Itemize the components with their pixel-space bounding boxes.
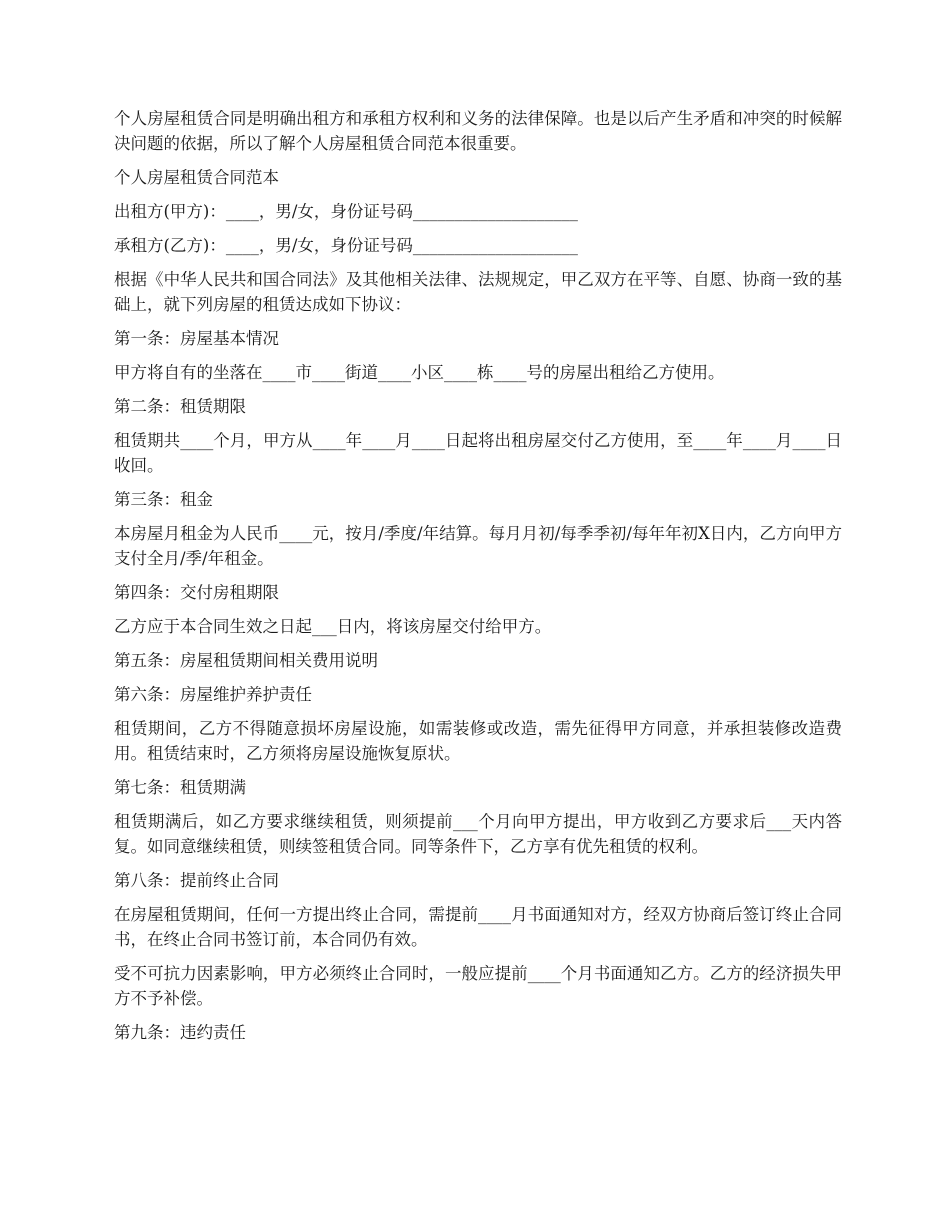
article-3-body: 本房屋月租金为人民币____元，按月/季度/年结算。每月月初/每季季初/每年年初X日内，乙方向甲方支付全月/季/年租金。 xyxy=(114,524,842,568)
article-2-body: 租赁期共____个月，甲方从____年____月____日起将出租房屋交付乙方使用，至____年____月____日收回。 xyxy=(114,431,842,475)
article-5-heading: 第五条：房屋租赁期间相关费用说明 xyxy=(114,651,378,670)
article-8-heading: 第八条：提前终止合同 xyxy=(114,871,279,890)
article-1-body: 甲方将自有的坐落在____市____街道____小区____栋____号的房屋出租给乙方使用。 xyxy=(114,363,725,382)
article-4-body: 乙方应于本合同生效之日起___日内，将该房屋交付给甲方。 xyxy=(114,617,552,636)
contract-title: 个人房屋租赁合同范本 xyxy=(114,168,279,187)
article-8-force-majeure: 受不可抗力因素影响，甲方必须终止合同时，一般应提前____个月书面通知乙方。乙方的经济损失甲方不予补偿。 xyxy=(114,964,842,1008)
article-7-heading: 第七条：租赁期满 xyxy=(114,778,246,797)
intro-paragraph: 个人房屋租赁合同是明确出租方和承租方权利和义务的法律保障。也是以后产生矛盾和冲突的时候解决问题的依据，所以了解个人房屋租赁合同范本很重要。 xyxy=(114,109,842,153)
article-2-heading: 第二条：租赁期限 xyxy=(114,397,246,416)
article-6-heading: 第六条：房屋维护养护责任 xyxy=(114,685,312,704)
lessee-line: 承租方(乙方)：____，男/女，身份证号码____________________ xyxy=(114,236,578,255)
article-6-body: 租赁期间，乙方不得随意损坏房屋设施，如需装修或改造，需先征得甲方同意，并承担装修改造费用。租赁结束时，乙方须将房屋设施恢复原状。 xyxy=(114,719,842,763)
article-4-heading: 第四条：交付房租期限 xyxy=(114,583,279,602)
document-body xyxy=(114,106,842,1054)
preamble-paragraph: 根据《中华人民共和国合同法》及其他相关法律、法规规定，甲乙双方在平等、自愿、协商一致的基础上，就下列房屋的租赁达成如下协议： xyxy=(114,270,842,314)
lessor-line: 出租方(甲方)：____，男/女，身份证号码____________________ xyxy=(114,202,578,221)
article-3-heading: 第三条：租金 xyxy=(114,490,213,509)
article-8-body: 在房屋租赁期间，任何一方提出终止合同，需提前____月书面通知对方，经双方协商后签订终止合同书，在终止合同书签订前，本合同仍有效。 xyxy=(114,905,842,949)
article-7-body: 租赁期满后，如乙方要求继续租赁，则须提前___个月向甲方提出，甲方收到乙方要求后___天内答复。如同意继续租赁，则续签租赁合同。同等条件下，乙方享有优先租赁的权利。 xyxy=(114,812,842,856)
article-9-heading: 第九条：违约责任 xyxy=(114,1023,246,1042)
article-1-heading: 第一条：房屋基本情况 xyxy=(114,329,279,348)
